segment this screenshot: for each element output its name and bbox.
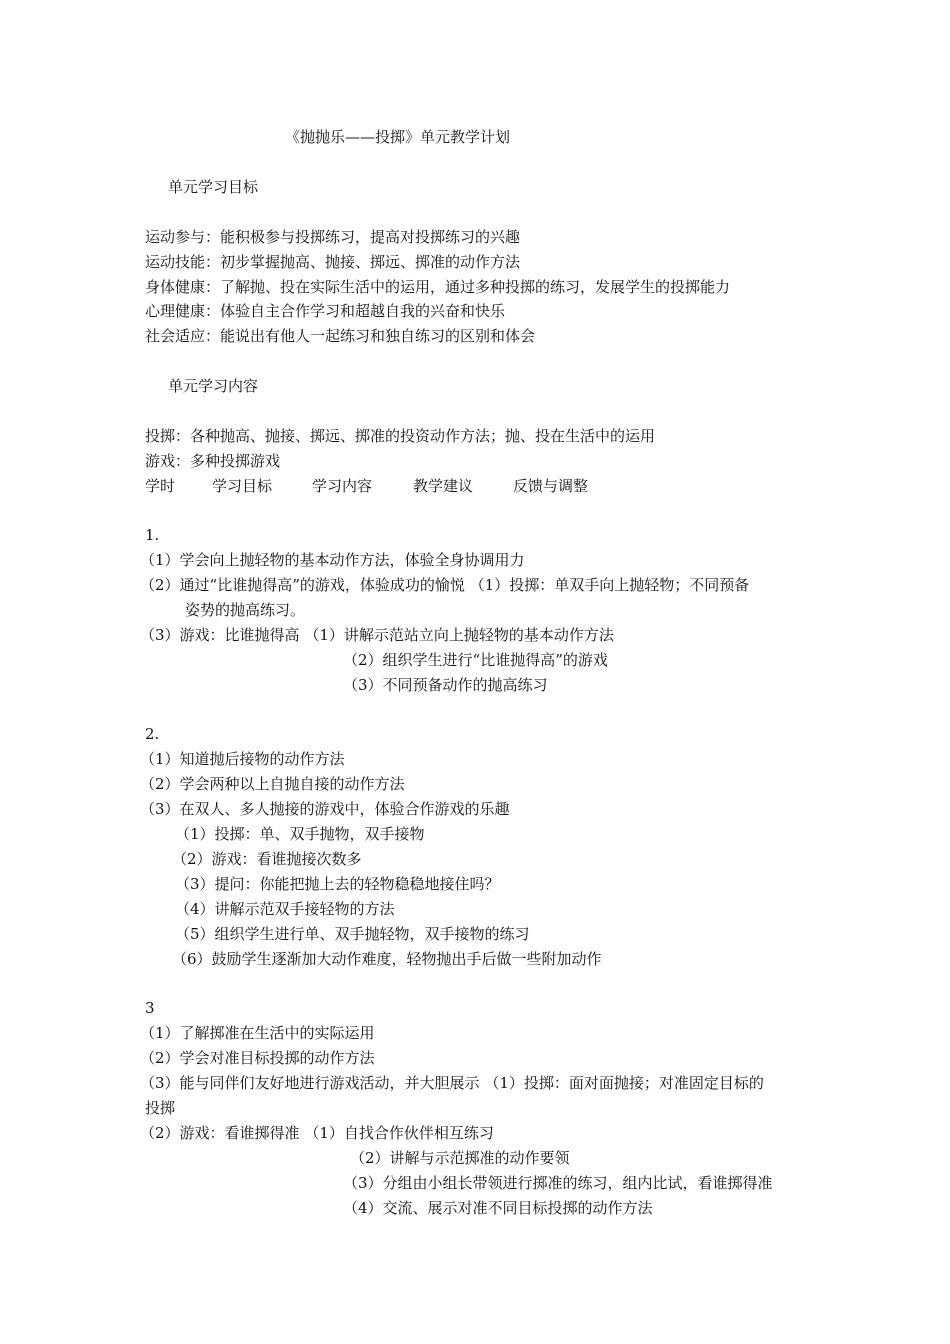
lesson-line: （1）了解掷准在生活中的实际运用	[140, 1024, 375, 1042]
lesson-line: （2）学会对准目标投掷的动作方法	[140, 1049, 375, 1067]
column-header: 反馈与调整	[513, 477, 589, 495]
goal-item: 运动技能：初步掌握抛高、抛接、掷远、掷准的动作方法	[145, 253, 521, 271]
lesson-line: （2）通过“比谁抛得高”的游戏，体验成功的愉悦 （1）投掷：单双手向上抛轻物；不同预备	[140, 576, 750, 594]
column-header: 教学建议	[413, 477, 474, 495]
goal-item: 社会适应：能说出有他人一起练习和独自练习的区别和体会	[145, 327, 536, 345]
lesson-line: 姿势的抛高练习。	[185, 601, 306, 619]
column-header: 学时	[145, 477, 176, 495]
lesson-line: （1）知道抛后接物的动作方法	[140, 750, 345, 768]
lesson-line: （3）能与同伴们友好地进行游戏活动，并大胆展示 （1）投掷：面对面抛接；对准固定目标的	[140, 1074, 764, 1092]
content-item: 游戏：多种投掷游戏	[145, 452, 281, 470]
lesson-line: （2）组织学生进行“比谁抛得高”的游戏	[343, 651, 608, 669]
lesson-line: （5）组织学生进行单、双手抛轻物，双手接物的练习	[175, 925, 530, 943]
goal-item: 运动参与：能积极参与投掷练习，提高对投掷练习的兴趣	[145, 228, 521, 246]
lesson-line: （2）游戏：看谁掷得准 （1）自找合作伙伴相互练习	[140, 1124, 494, 1142]
lesson-line: （3）在双人、多人抛接的游戏中，体验合作游戏的乐趣	[140, 800, 510, 818]
lesson-line: （2）讲解与示范掷准的动作要领	[350, 1149, 570, 1167]
lesson-number: 2.	[145, 725, 160, 743]
lesson-number: 3	[145, 999, 155, 1017]
lesson-line: （2）游戏：看谁抛接次数多	[172, 850, 362, 868]
goal-item: 心理健康：体验自主合作学习和超越自我的兴奋和快乐	[145, 302, 506, 320]
lesson-line: （4）讲解示范双手接轻物的方法	[175, 900, 395, 918]
goal-item: 身体健康：了解抛、投在实际生活中的运用，通过多种投掷的练习，发展学生的投掷能力	[145, 278, 731, 296]
content-item: 投掷：各种抛高、抛接、掷远、掷准的投资动作方法；抛、投在生活中的运用	[145, 427, 656, 445]
document-title: 《抛抛乐——投掷》单元教学计划	[285, 128, 511, 146]
lesson-line: （2）学会两种以上自抛自接的动作方法	[140, 775, 405, 793]
lesson-line: （3）分组由小组长带领进行掷准的练习，组内比试，看谁掷得准	[343, 1174, 773, 1192]
lesson-line: （3）提问：你能把抛上去的轻物稳稳地接住吗？	[175, 875, 500, 893]
lesson-line: （4）交流、展示对准不同目标投掷的动作方法	[343, 1199, 653, 1217]
lesson-line: （3）游戏：比谁抛得高 （1）讲解示范站立向上抛轻物的基本动作方法	[140, 626, 614, 644]
lesson-line: （1）学会向上抛轻物的基本动作方法，体验全身协调用力	[140, 551, 525, 569]
lesson-line: 投掷	[145, 1099, 176, 1117]
lesson-line: （3）不同预备动作的抛高练习	[343, 676, 548, 694]
section-heading-content: 单元学习内容	[168, 377, 259, 395]
lesson-line: （1）投掷：单、双手抛物，双手接物	[175, 825, 425, 843]
section-heading-goals: 单元学习目标	[168, 178, 259, 196]
column-header: 学习内容	[312, 477, 373, 495]
column-header: 学习目标	[212, 477, 273, 495]
lesson-number: 1.	[145, 526, 160, 544]
lesson-line: （6）鼓励学生逐渐加大动作难度，轻物抛出手后做一些附加动作	[172, 950, 602, 968]
